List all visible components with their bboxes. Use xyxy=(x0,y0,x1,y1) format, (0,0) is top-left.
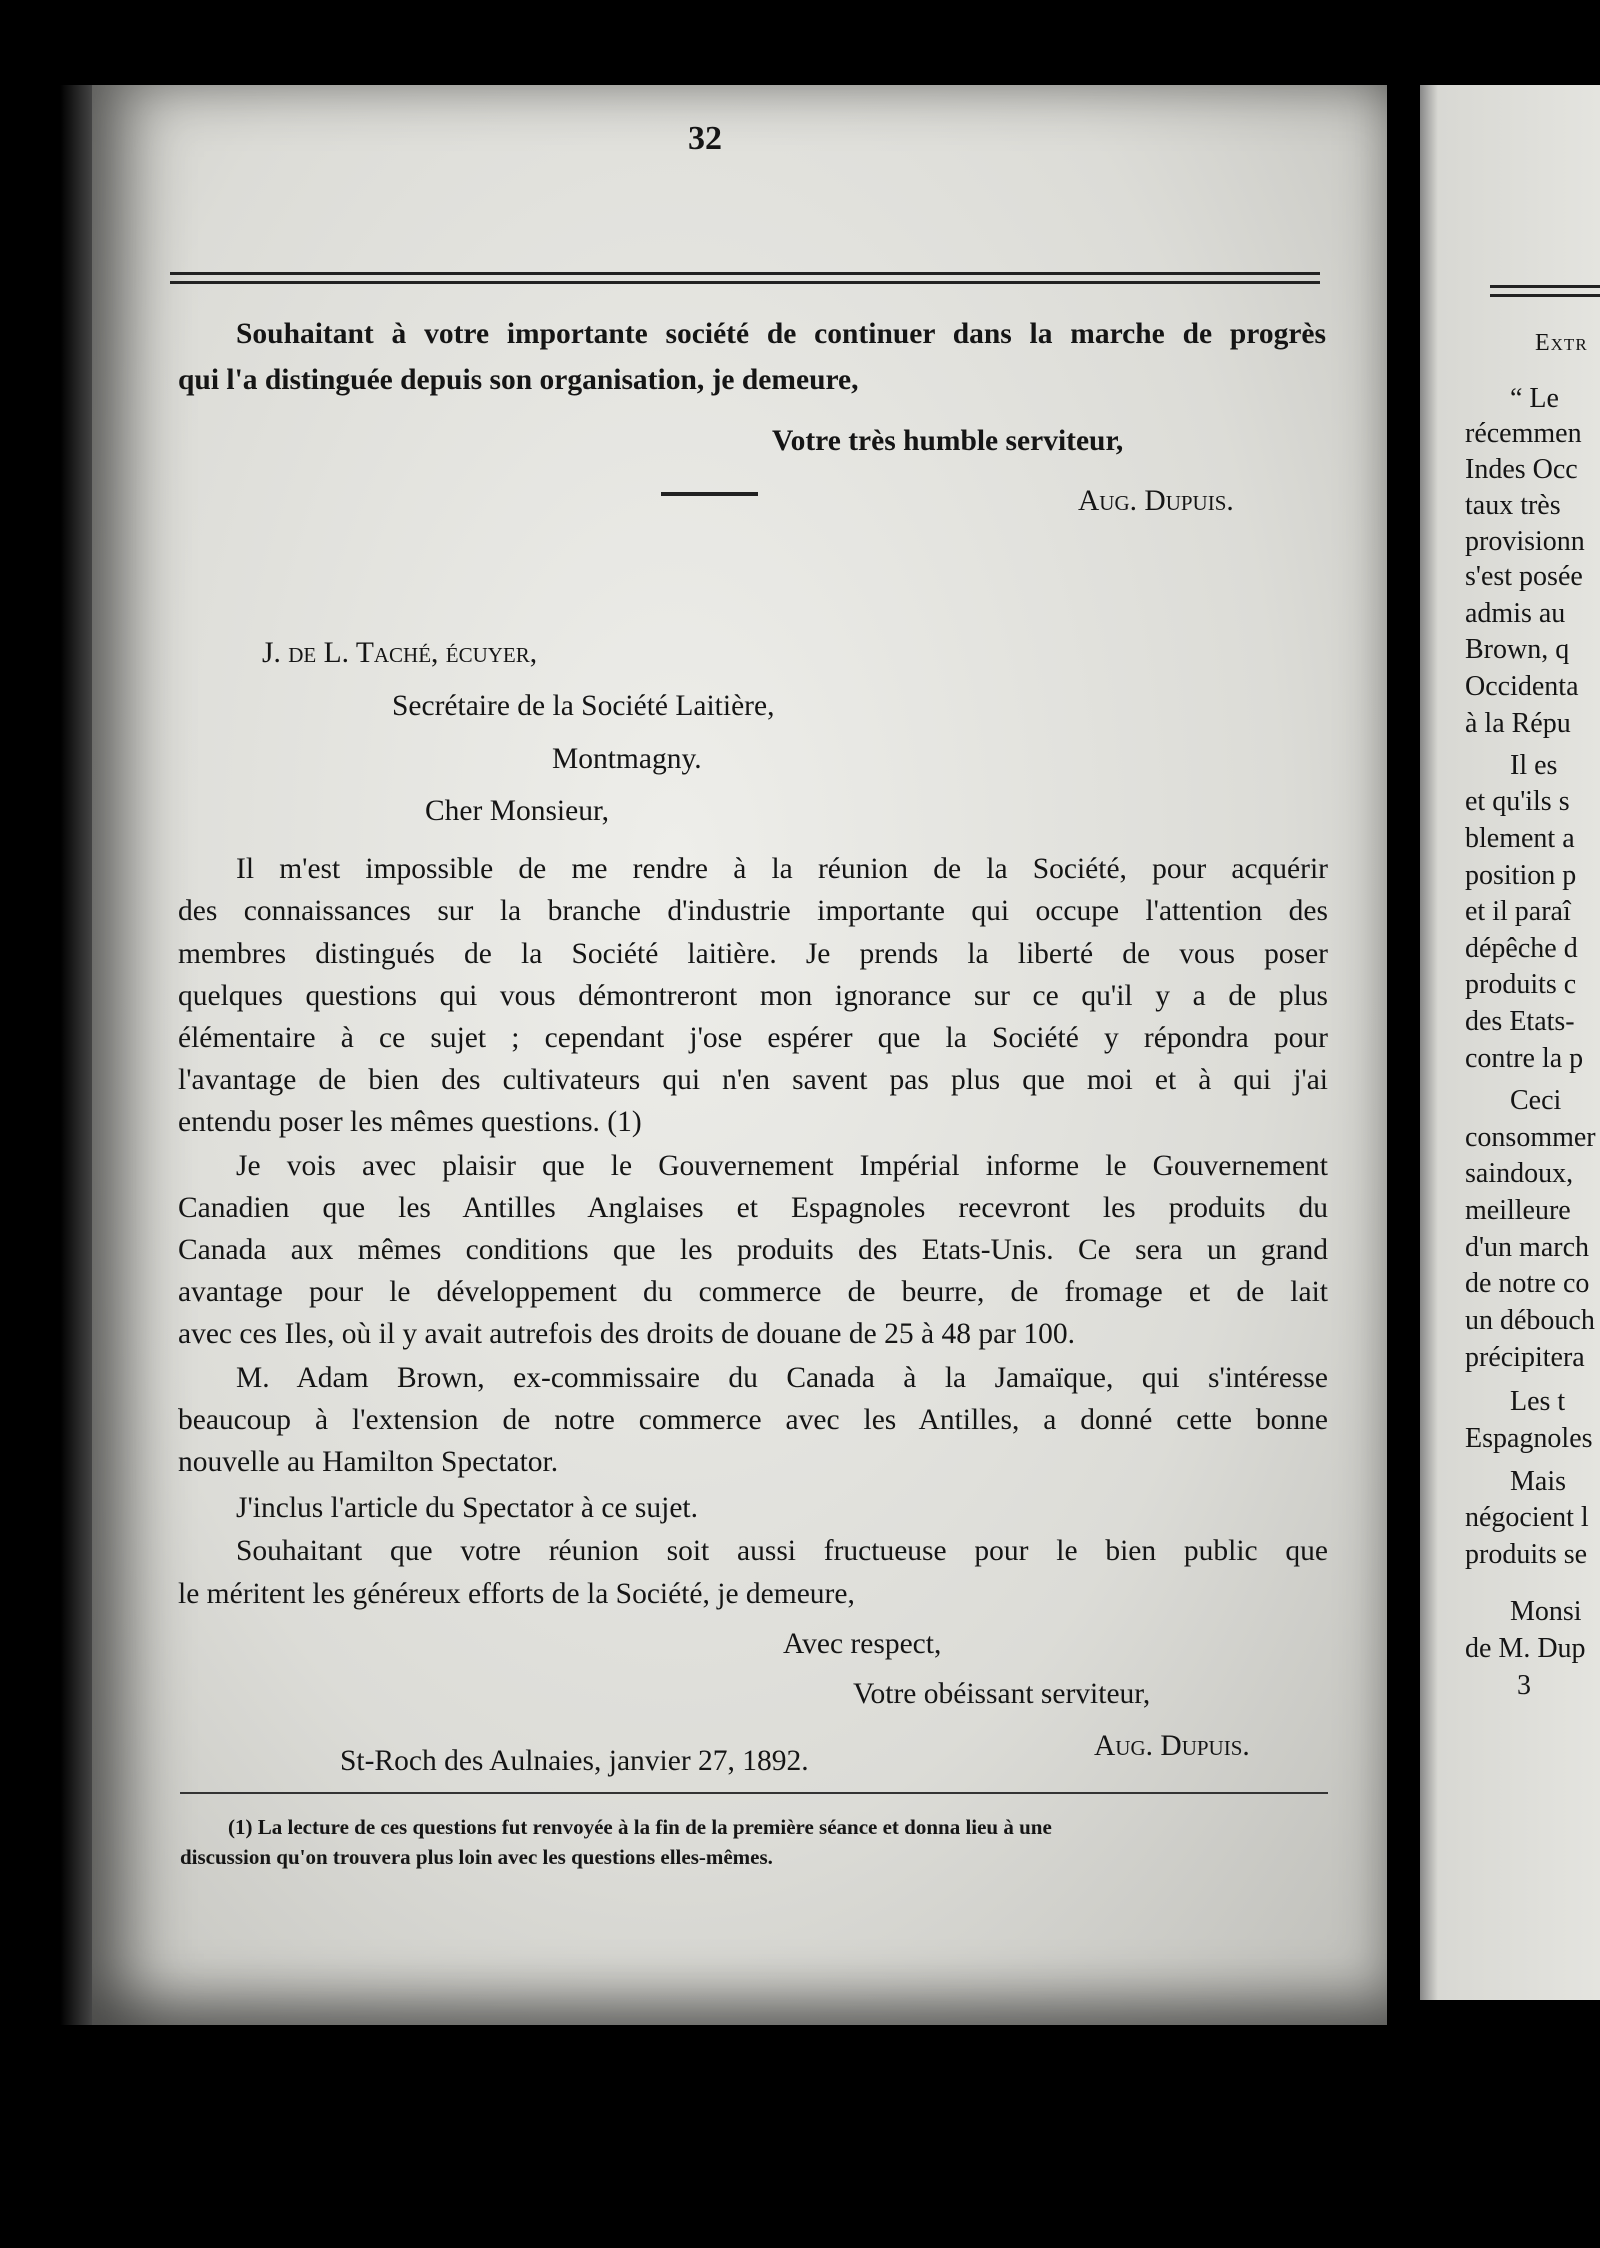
right-page-line: des Etats- xyxy=(1465,1006,1575,1037)
header-rule-top xyxy=(170,272,1320,275)
closing-servant: Votre obéissant serviteur, xyxy=(853,1678,1151,1710)
right-page-line: de M. Dup xyxy=(1465,1633,1586,1664)
paragraph-1-line-1: Il m'est impossible de me rendre à la réunion de la Société, pour acquérir xyxy=(236,853,1328,885)
footnote-rule xyxy=(180,1792,1328,1794)
right-page-line: position p xyxy=(1465,860,1577,891)
right-page-line: consommer xyxy=(1465,1122,1596,1153)
right-page-line: taux très xyxy=(1465,490,1561,521)
paragraph-1-line-6: l'avantage de bien des cultivateurs qui n'en savent pas plus que moi et à qui j'ai xyxy=(178,1064,1328,1096)
right-page-line: meilleure xyxy=(1465,1195,1571,1226)
footnote-line-2: discussion qu'on trouvera plus loin avec les questions elles-mêmes. xyxy=(180,1845,773,1869)
right-header-rule xyxy=(1490,285,1600,288)
right-page-line: négocient l xyxy=(1465,1502,1589,1533)
header-rule-bottom xyxy=(170,281,1320,284)
closing-signature: Aug. Dupuis. xyxy=(1094,1730,1250,1762)
paragraph-1-line-5: élémentaire à ce sujet ; cependant j'ose espérer que la Société y répondra pour xyxy=(178,1022,1328,1054)
right-page-line: d'un march xyxy=(1465,1232,1590,1263)
paragraph-2-line-3: Canada aux mêmes conditions que les produits des Etats-Unis. Ce sera un grand xyxy=(178,1234,1328,1266)
right-page-line: produits se xyxy=(1465,1539,1588,1570)
paragraph-1-line-3: membres distingués de la Société laitière. Je prends la liberté de vous poser xyxy=(178,938,1328,970)
opening-signature: Aug. Dupuis. xyxy=(1078,485,1234,517)
recipient-title: Secrétaire de la Société Laitière, xyxy=(392,690,775,722)
paragraph-5-line-1: Souhaitant que votre réunion soit aussi fructueuse pour le bien public que xyxy=(236,1535,1328,1567)
right-page-line: saindoux, xyxy=(1465,1158,1574,1189)
paragraph-4-line-1: J'inclus l'article du Spectator à ce sujet. xyxy=(236,1492,698,1524)
right-page-line: Ceci xyxy=(1510,1085,1562,1116)
paragraph-1-line-4: quelques questions qui vous démontreront mon ignorance sur ce qu'il y a de plus xyxy=(178,980,1328,1012)
right-page-line: contre la p xyxy=(1465,1043,1584,1074)
right-page-line: Les t xyxy=(1510,1386,1566,1417)
right-page-line: un débouch xyxy=(1465,1305,1595,1336)
place-date: St-Roch des Aulnaies, janvier 27, 1892. xyxy=(340,1745,809,1777)
opening-line-2: qui l'a distinguée depuis son organisation, je demeure, xyxy=(178,364,859,396)
right-page-line: Mais xyxy=(1510,1466,1566,1497)
right-page-line: Il es xyxy=(1510,750,1558,781)
right-page-line: de notre co xyxy=(1465,1268,1590,1299)
right-page-line: dépêche d xyxy=(1465,933,1578,964)
paragraph-2-line-1: Je vois avec plaisir que le Gouvernement Impérial informe le Gouvernement xyxy=(236,1150,1328,1182)
right-page-line: et il paraî xyxy=(1465,896,1571,927)
paragraph-2-line-4: avantage pour le développement du commerce de beurre, de fromage et de lait xyxy=(178,1276,1328,1308)
paragraph-5-line-2: le méritent les généreux efforts de la Société, je demeure, xyxy=(178,1578,855,1610)
paragraph-1-line-7: entendu poser les mêmes questions. (1) xyxy=(178,1106,642,1138)
right-page-line: 3 xyxy=(1517,1670,1531,1701)
right-page-line: s'est posée xyxy=(1465,561,1583,592)
paragraph-3-line-1: M. Adam Brown, ex-commissaire du Canada à la Jamaïque, qui s'intéresse xyxy=(236,1362,1328,1394)
right-page-line: Occidenta xyxy=(1465,671,1579,702)
recipient-name: J. de L. Taché, écuyer, xyxy=(262,637,538,669)
right-page-line: Espagnoles xyxy=(1465,1423,1593,1454)
footnote-line-1: (1) La lecture de ces questions fut renvoyée à la fin de la première séance et donna lieu à une xyxy=(228,1815,1052,1839)
right-page-line: à la Répu xyxy=(1465,708,1571,739)
right-page-line: provisionn xyxy=(1465,526,1585,557)
page-number: 32 xyxy=(688,120,722,157)
right-page-line: admis au xyxy=(1465,598,1566,629)
opening-closing: Votre très humble serviteur, xyxy=(772,425,1124,457)
right-page-line: produits c xyxy=(1465,969,1577,1000)
right-page-line: blement a xyxy=(1465,823,1575,854)
recipient-place: Montmagny. xyxy=(552,743,702,775)
paragraph-1-line-2: des connaissances sur la branche d'industrie importante qui occupe l'attention des xyxy=(178,895,1328,927)
paragraph-3-line-3: nouvelle au Hamilton Spectator. xyxy=(178,1446,559,1478)
salutation: Cher Monsieur, xyxy=(425,795,609,827)
right-page-line: et qu'ils s xyxy=(1465,786,1570,817)
paragraph-2-line-5: avec ces Iles, où il y avait autrefois des droits de douane de 25 à 48 par 100. xyxy=(178,1318,1075,1350)
recipient-line xyxy=(262,637,537,670)
right-page-line: Brown, q xyxy=(1465,634,1570,665)
right-page-line: précipitera xyxy=(1465,1342,1585,1373)
paragraph-3-line-2: beaucoup à l'extension de notre commerce avec les Antilles, a donné cette bonne xyxy=(178,1404,1328,1436)
right-page-line: Monsi xyxy=(1510,1596,1582,1627)
paragraph-2-line-2: Canadien que les Antilles Anglaises et Espagnoles recevront les produits du xyxy=(178,1192,1328,1224)
right-page-header: Extr xyxy=(1535,330,1588,356)
closing-respect: Avec respect, xyxy=(783,1628,942,1660)
right-page-line: récemmen xyxy=(1465,418,1582,449)
opening-line-1: Souhaitant à votre importante société de continuer dans la marche de progrès xyxy=(236,318,1326,350)
right-page xyxy=(1420,85,1600,2000)
right-page-line: Indes Occ xyxy=(1465,454,1578,485)
section-divider xyxy=(661,492,758,496)
right-header-rule-2 xyxy=(1490,294,1600,297)
right-page-line: “ Le xyxy=(1510,383,1559,414)
